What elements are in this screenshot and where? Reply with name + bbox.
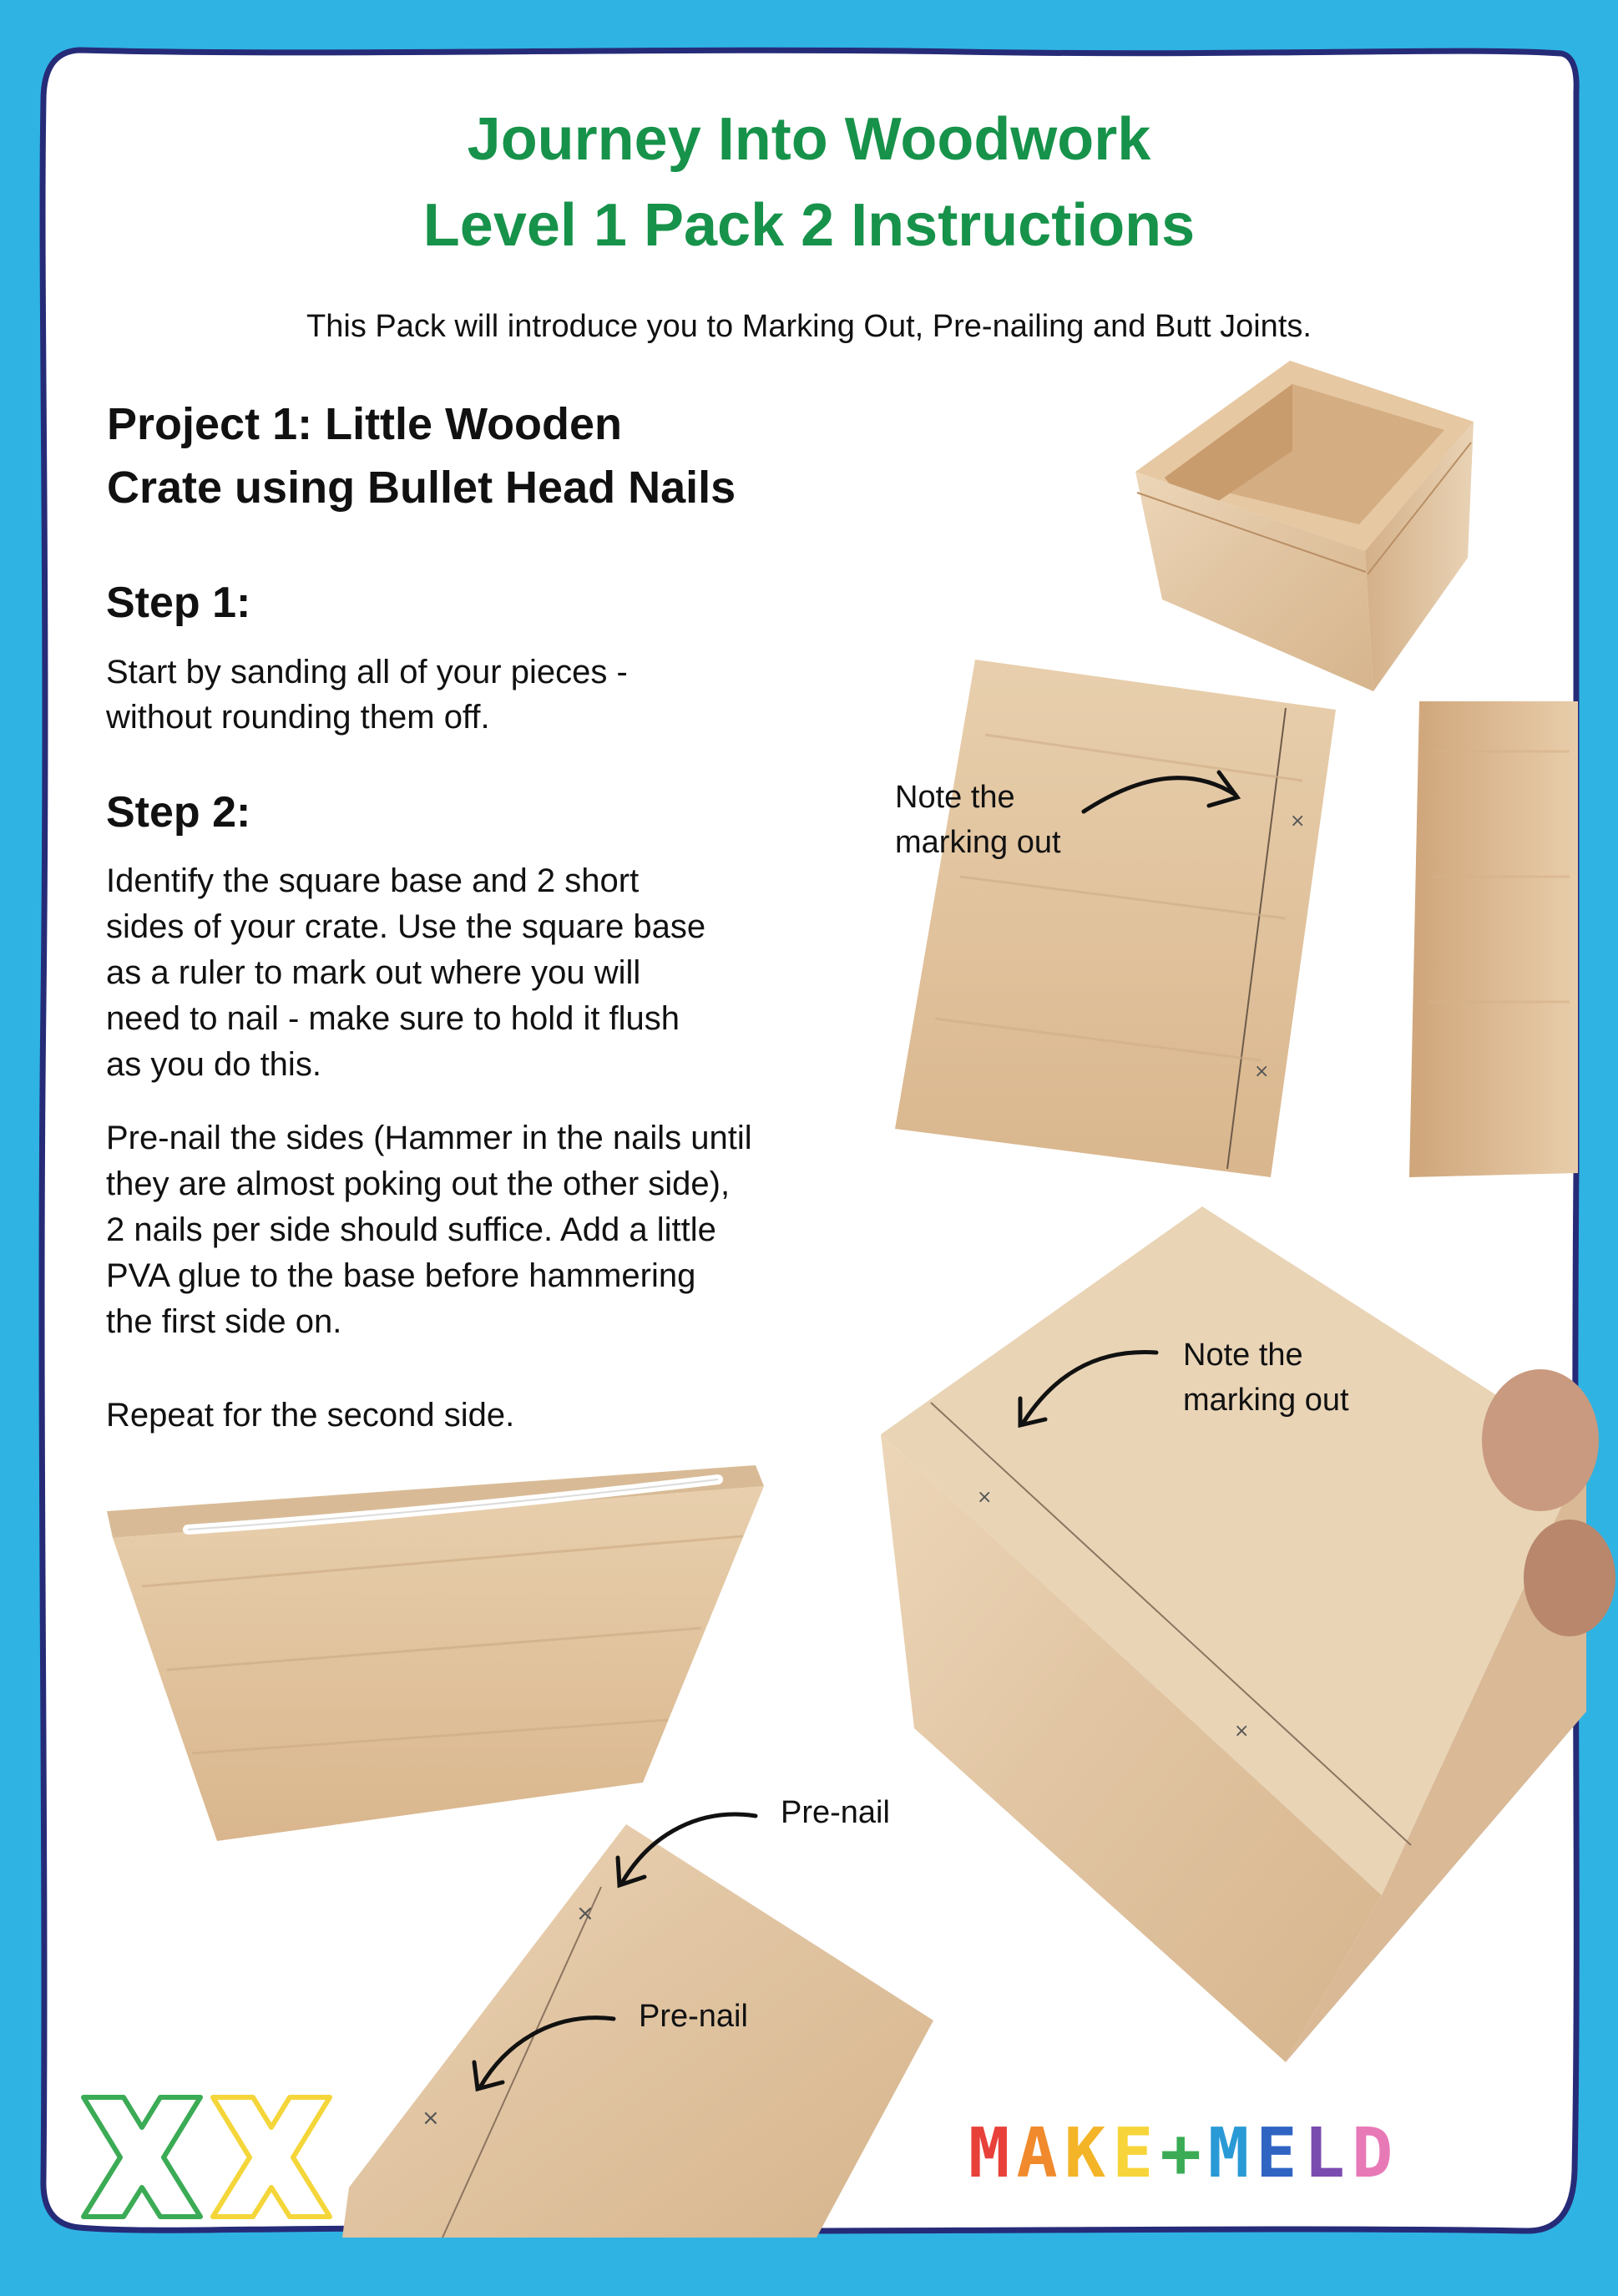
note-line: marking out bbox=[1183, 1383, 1349, 1418]
svg-text:×: × bbox=[576, 1901, 594, 1926]
svg-text:×: × bbox=[977, 1487, 993, 1508]
step1-line: without rounding them off. bbox=[106, 699, 490, 736]
step2-line: as a ruler to mark out where you will bbox=[106, 954, 641, 991]
step2-line: need to nail - make sure to hold it flush bbox=[106, 1000, 680, 1037]
marked-board-image bbox=[895, 660, 1336, 1177]
project-heading-line1: Project 1: Little Wooden bbox=[107, 399, 623, 449]
step2-heading: Step 2: bbox=[106, 788, 251, 837]
note-marking-label bbox=[1183, 1333, 1349, 1423]
finished-crate-image bbox=[1135, 361, 1474, 691]
step2-line: as you do this. bbox=[106, 1046, 321, 1083]
svg-text:×: × bbox=[1254, 1061, 1270, 1082]
intro-text: This Pack will introduce you to Marking Out, Pre-nailing and Butt Joints. bbox=[306, 309, 1312, 344]
step2-line: Pre-nail the sides (Hammer in the nails until bbox=[106, 1120, 752, 1156]
step2-line: 2 nails per side should suffice. Add a little bbox=[106, 1211, 716, 1248]
brand-letter: M bbox=[968, 2114, 1012, 2193]
svg-text:×: × bbox=[1234, 1721, 1250, 1742]
svg-text:×: × bbox=[1290, 811, 1306, 832]
note-line: Note the bbox=[895, 780, 1015, 815]
brand-letter: + bbox=[1160, 2114, 1203, 2193]
glued-board-image bbox=[107, 1465, 764, 1841]
brand-letter: E bbox=[1256, 2114, 1299, 2193]
make-meld-letters bbox=[968, 2116, 1545, 2192]
svg-text:×: × bbox=[422, 2106, 440, 2131]
step2-repeat-line: Repeat for the second side. bbox=[106, 1397, 515, 1434]
step2-line: sides of your crate. Use the square base bbox=[106, 908, 706, 945]
project-heading-line2: Crate using Bullet Head Nails bbox=[107, 463, 736, 513]
brand-letter: M bbox=[1207, 2114, 1251, 2193]
brand-letter: K bbox=[1064, 2114, 1108, 2193]
make-meld-logo bbox=[968, 2116, 1545, 2192]
page-title-line2: Level 1 Pack 2 Instructions bbox=[422, 192, 1196, 259]
step2-line: PVA glue to the base before hammering bbox=[106, 1257, 696, 1294]
step2-line: Identify the square base and 2 short bbox=[106, 862, 640, 899]
step2-line: they are almost poking out the other side), bbox=[106, 1166, 731, 1202]
note-line: Note the bbox=[1183, 1338, 1303, 1373]
prenail-label: Pre-nail bbox=[639, 1999, 748, 2034]
xx-logo bbox=[83, 2097, 330, 2217]
page-title-line1: Journey Into Woodwork bbox=[467, 106, 1151, 173]
step1-heading: Step 1: bbox=[106, 579, 251, 627]
brand-letter: E bbox=[1112, 2114, 1155, 2193]
brand-letter: L bbox=[1303, 2114, 1347, 2193]
step2-line: the first side on. bbox=[106, 1303, 342, 1340]
note-line: marking out bbox=[895, 825, 1061, 860]
brand-letter: A bbox=[1016, 2114, 1059, 2193]
side-board-image bbox=[1409, 701, 1578, 1177]
note-marking-label bbox=[895, 775, 1061, 865]
brand-letter: D bbox=[1352, 2114, 1395, 2193]
step1-line: Start by sanding all of your pieces - bbox=[106, 654, 628, 690]
prenailed-board-image bbox=[342, 1824, 933, 2238]
prenail-label: Pre-nail bbox=[781, 1795, 890, 1830]
